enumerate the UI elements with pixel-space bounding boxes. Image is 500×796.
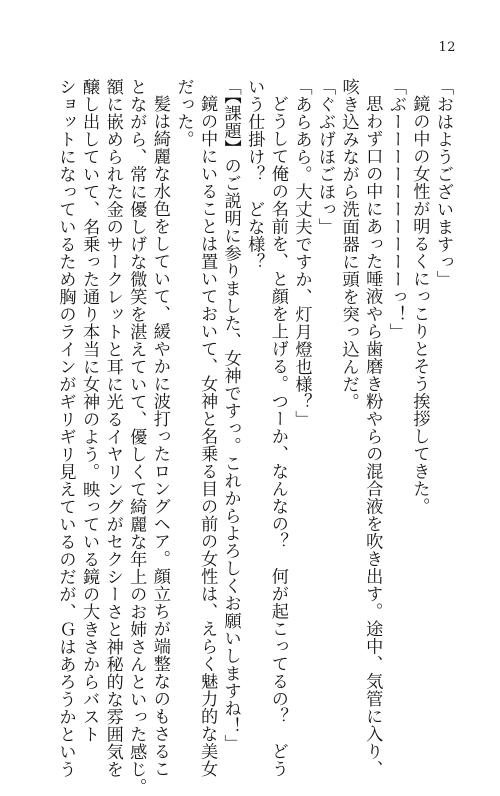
text-line-14: とながら、常に優しげな微笑を湛えていて、優しくて綺麗な年上のお姉さんといった感じ。	[126, 78, 147, 796]
text-line-12: だった。	[173, 78, 194, 148]
text-line-4: 思わず口の中にあった唾液やら歯磨き粉やらの混合液を吹き出す。途中、気管に入り、	[362, 95, 383, 778]
vertical-text-body	[53, 78, 454, 796]
text-line-15: 額に嵌められた金のサークレットと耳に光るイヤリングがセクシーさと神秘的な雰囲気を	[102, 78, 123, 778]
text-line-13: 髪は綺麗な水色をしていて、緩やかに波打ったロングヘア。顔立ちが端整なのもさるこ	[149, 95, 170, 778]
text-line-10: 「【課題】のご説明に参りました、女神ですっ。これからよろしくお願いしますね！」	[220, 78, 241, 752]
text-line-11: 鏡の中にいることは置いておいて、女神と名乗る目の前の女性は、えらく魅力的な美女	[197, 95, 218, 778]
text-line-17: ショットになっているため胸のラインがギリギリ見えているのだが、Ｇはあろうかという	[55, 78, 76, 778]
text-line-6: 「ぐぶげほごほっ」	[315, 78, 336, 236]
page-number: 12	[438, 40, 456, 55]
text-line-16: 醸し出していて、名乗った通り本当に女神のよう。映っている鏡の大きさからバスト	[79, 78, 100, 743]
text-line-8: どうして俺の名前を、と顔を上げる。つーか、なんなの？ 何が起こってるの？ どう	[267, 95, 288, 778]
text-line-5: 咳き込みながら洗面器に頭を突っ込んだ。	[338, 78, 359, 411]
text-line-3: 「ぶーーーーーーーーーーっ！」	[385, 78, 406, 341]
text-line-7: 「あらあら。大丈夫ですか、灯月燈也様？」	[291, 78, 312, 428]
text-line-1: 「おはようございますっ」	[433, 78, 453, 288]
text-line-9: いう仕掛け？ どな様？	[244, 78, 265, 271]
text-line-2: 鏡の中の女性が明るくにっこりとそう挨拶してきた。	[409, 95, 430, 516]
